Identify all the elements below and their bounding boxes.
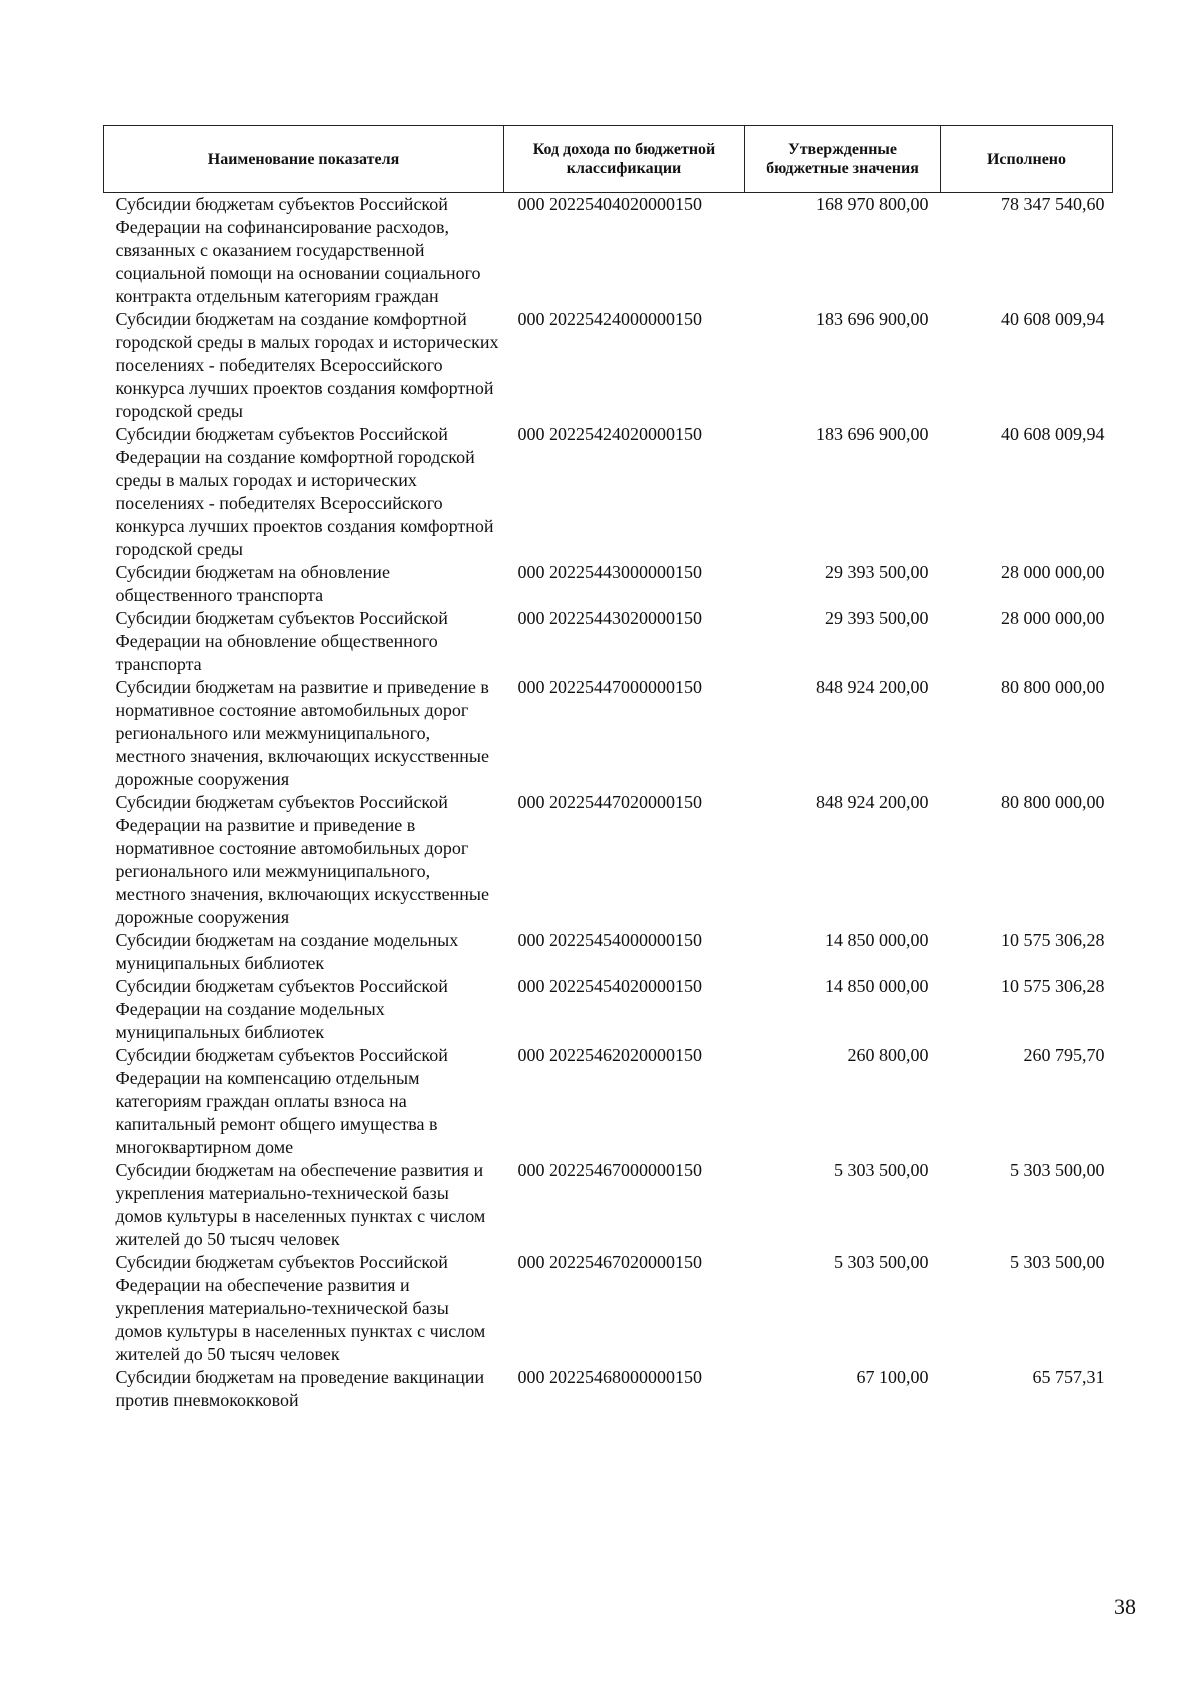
table-row [104, 975, 1113, 1044]
row-approved: 183 696 900,00 [816, 309, 929, 329]
row-executed: 10 575 306,28 [1001, 976, 1105, 996]
table-row [104, 423, 1113, 561]
row-approved: 29 393 500,00 [825, 608, 929, 628]
row-code: 000 20225447000000150 [517, 677, 702, 697]
row-code: 000 20225424000000150 [517, 309, 702, 329]
table-row [104, 193, 1113, 309]
row-code: 000 20225467020000150 [517, 1252, 702, 1272]
row-executed: 40 608 009,94 [1001, 309, 1105, 329]
row-executed: 28 000 000,00 [1001, 608, 1105, 628]
row-code: 000 20225468000000150 [517, 1367, 702, 1387]
row-code: 000 20225443000000150 [517, 562, 702, 582]
row-code: 000 20225454000000150 [517, 930, 702, 950]
row-name: Субсидии бюджетам на создание комфортной городской среды в малых городах и исторических поселениях - победителях Всероссийского конкурса лучших проектов создания комфортной городской среды [115, 309, 499, 421]
row-name: Субсидии бюджетам субъектов Российской Федерации на обеспечение развития и укрепления материально-технической базы домов культуры в населенных пунктах с числом жителей до 50 тысяч человек [115, 1252, 486, 1364]
row-approved: 14 850 000,00 [825, 930, 929, 950]
row-executed: 80 800 000,00 [1001, 792, 1105, 812]
table-row [104, 676, 1113, 791]
row-approved: 5 303 500,00 [834, 1252, 929, 1272]
row-approved: 29 393 500,00 [825, 562, 929, 582]
table-row [104, 929, 1113, 975]
row-executed: 40 608 009,94 [1001, 424, 1105, 444]
budget-table [103, 125, 1113, 1412]
row-code: 000 20225462020000150 [517, 1045, 702, 1065]
row-name: Субсидии бюджетам субъектов Российской Федерации на компенсацию отдельным категориям граждан оплаты взноса на капитальный ремонт общего имущества в многоквартирном доме [115, 1045, 448, 1157]
row-name: Субсидии бюджетам субъектов Российской Федерации на создание комфортной городской среды в малых городах и исторических поселениях - победителях Всероссийского конкурса лучших проектов создания комфортной городской среды [115, 424, 494, 559]
table-body [104, 193, 1113, 1413]
table-row [104, 308, 1113, 423]
row-name: Субсидии бюджетам на проведение вакцинации против пневмококковой [115, 1367, 485, 1410]
header-executed: Исполнено [941, 126, 1113, 193]
row-name: Субсидии бюджетам субъектов Российской Федерации на обновление общественного транспорта [115, 608, 448, 674]
row-code: 000 20225443020000150 [517, 608, 702, 628]
row-code: 000 20225404020000150 [517, 194, 702, 214]
table-row [104, 791, 1113, 929]
row-approved: 848 924 200,00 [816, 792, 929, 812]
row-code: 000 20225447020000150 [517, 792, 702, 812]
row-name: Субсидии бюджетам на обновление общественного транспорта [115, 562, 390, 605]
row-name: Субсидии бюджетам субъектов Российской Федерации на создание модельных муниципальных библиотек [115, 976, 448, 1042]
row-executed: 5 303 500,00 [1010, 1252, 1105, 1272]
header-name: Наименование показателя [104, 126, 504, 193]
row-code: 000 20225467000000150 [517, 1160, 702, 1180]
row-name: Субсидии бюджетам на развитие и приведение в нормативное состояние автомобильных дорог регионального или межмуниципального, местного значения, включающих искусственные дорожные сооружения [115, 677, 490, 789]
row-approved: 260 800,00 [847, 1045, 929, 1065]
table-row [104, 1366, 1113, 1412]
table-header [104, 126, 1113, 193]
row-name: Субсидии бюджетам на создание модельных муниципальных библиотек [115, 930, 459, 973]
row-code: 000 20225424020000150 [517, 424, 702, 444]
row-approved: 5 303 500,00 [834, 1160, 929, 1180]
row-name: Субсидии бюджетам субъектов Российской Федерации на софинансирование расходов, связанных с оказанием государственной социальной помощи на основании социального контракта отдельным категориям граждан [115, 194, 481, 306]
header-code: Код дохода по бюджетной классификации [504, 126, 745, 193]
row-executed: 80 800 000,00 [1001, 677, 1105, 697]
page-number: 38 [1114, 1594, 1136, 1619]
row-executed: 5 303 500,00 [1010, 1160, 1105, 1180]
row-name: Субсидии бюджетам на обеспечение развития и укрепления материально-технической базы домов культуры в населенных пунктах с числом жителей до 50 тысяч человек [115, 1160, 486, 1249]
row-approved: 168 970 800,00 [816, 194, 929, 214]
row-executed: 10 575 306,28 [1001, 930, 1105, 950]
table-row [104, 1251, 1113, 1366]
row-approved: 67 100,00 [856, 1367, 929, 1387]
row-executed: 28 000 000,00 [1001, 562, 1105, 582]
table-row [104, 607, 1113, 676]
row-name: Субсидии бюджетам субъектов Российской Федерации на развитие и приведение в нормативное состояние автомобильных дорог регионального или межмуниципального, местного значения, включающих искусственные дорожные сооружения [115, 792, 490, 927]
table-row [104, 1159, 1113, 1251]
row-approved: 848 924 200,00 [816, 677, 929, 697]
row-executed: 78 347 540,60 [1001, 194, 1105, 214]
row-code: 000 20225454020000150 [517, 976, 702, 996]
header-approved: Утвержденные бюджетные значения [745, 126, 941, 193]
table-row [104, 1044, 1113, 1159]
row-approved: 14 850 000,00 [825, 976, 929, 996]
row-executed: 260 795,70 [1023, 1045, 1105, 1065]
table-row [104, 561, 1113, 607]
row-executed: 65 757,31 [1032, 1367, 1105, 1387]
row-approved: 183 696 900,00 [816, 424, 929, 444]
